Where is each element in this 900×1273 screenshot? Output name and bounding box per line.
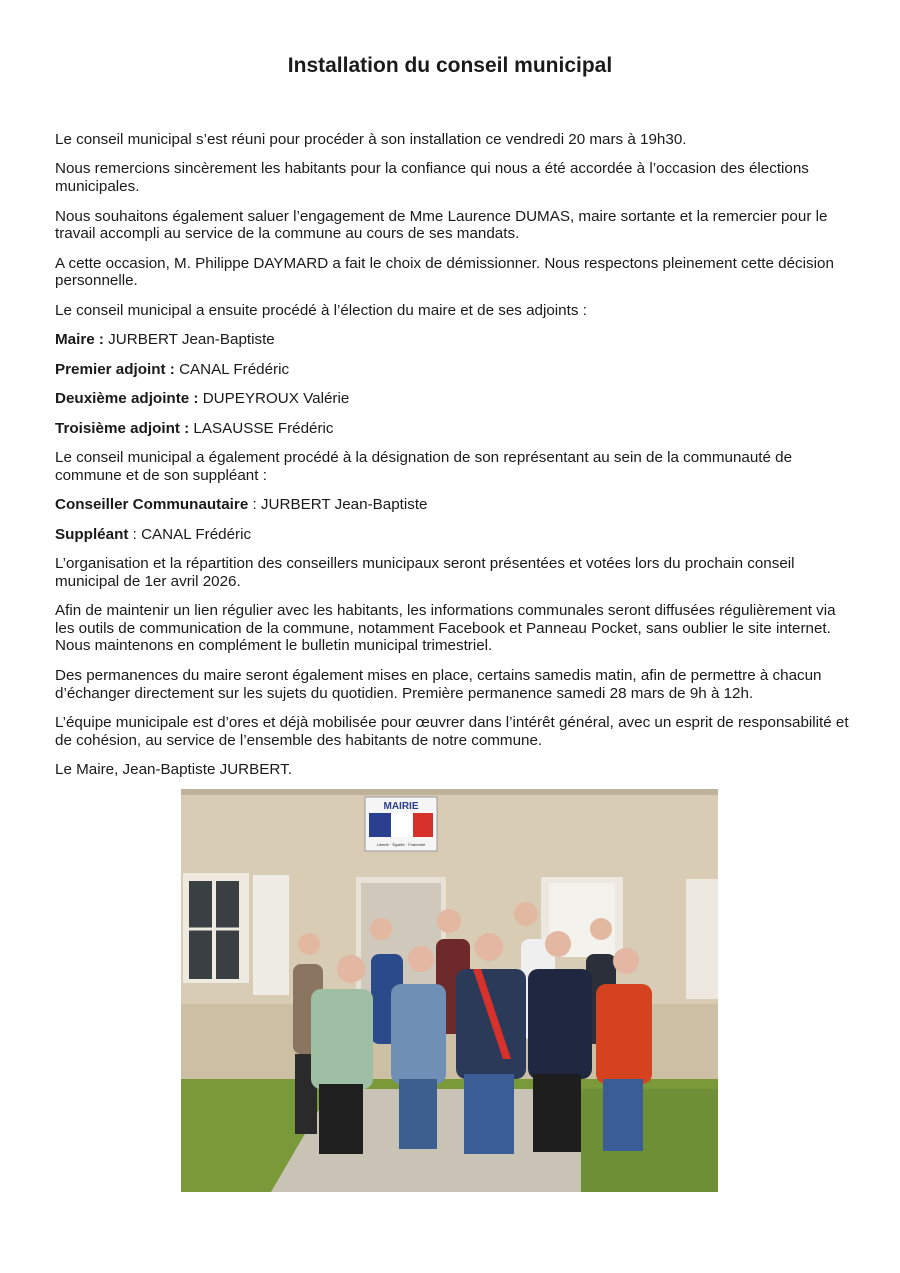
paragraph-installation: Le conseil municipal s’est réuni pour procéder à son installation ce vendredi 20 mars à 19h30. <box>55 131 687 148</box>
role-deuxieme-adjointe <box>55 390 850 408</box>
role-name: DUPEYROUX Valérie <box>198 390 350 408</box>
paragraph-equipe: L’équipe municipale est d’ores et déjà mobilisée pour œuvrer dans l’intérêt général, avec un esprit de responsabilité et de cohésion, au service de l’ensemble des habitants de notre commune. <box>55 714 849 749</box>
paragraph-resignation: A cette occasion, M. Philippe DAYMARD a fait le choix de démissionner. Nous respectons pleinement cette décision personnelle. <box>55 254 834 290</box>
sign-motto: Liberté · Égalité · Fraternité <box>376 842 426 847</box>
role-maire <box>55 331 850 349</box>
role-label: Conseiller Communautaire <box>55 496 249 514</box>
page-title: Installation du conseil municipal <box>287 54 613 77</box>
role-name: CANAL Frédéric <box>174 360 290 378</box>
role-name: LASAUSSE Frédéric <box>189 419 334 437</box>
paragraph-organisation: L’organisation et la répartition des conseillers municipaux seront présentées et votées lors du prochain conseil municipal de 1er avril 2026. <box>55 555 795 590</box>
role-label: Suppléant <box>55 525 129 543</box>
role-label: Deuxième adjointe : <box>55 390 199 408</box>
article-body <box>55 131 850 791</box>
signature: Le Maire, Jean-Baptiste JURBERT. <box>55 761 292 779</box>
role-suppleant <box>55 526 850 544</box>
role-premier-adjoint <box>55 361 850 379</box>
role-name: : CANAL Frédéric <box>128 525 252 543</box>
role-name: : JURBERT Jean-Baptiste <box>248 496 428 514</box>
role-conseiller-communautaire <box>55 496 850 514</box>
paragraph-permanences: Des permanences du maire seront également mises en place, certains samedis matin, afin de permettre à chacun d’échanger directement sur les sujets du quotidien. Première permanence samedi 28 mars de 9h à 12h. <box>55 666 822 702</box>
paragraph-designation: Le conseil municipal a également procédé à la désignation de son représentant au sein de la communauté de commune et de son suppléant : <box>55 449 793 484</box>
paragraph-election-intro: Le conseil municipal a ensuite procédé à l’élection du maire et de ses adjoints : <box>55 301 587 319</box>
role-name: JURBERT Jean-Baptiste <box>103 331 275 349</box>
paragraph-tribute: Nous souhaitons également saluer l’engagement de Mme Laurence DUMAS, maire sortante et la remercier pour le travail accompli au service de la commune au cours de ses mandats. <box>55 207 828 243</box>
mairie-sign <box>365 797 437 851</box>
sign-text: MAIRIE <box>383 801 419 812</box>
paragraph-thanks: Nous remercions sincèrement les habitants pour la confiance qui nous a été accordée à l’occasion des élections municipales. <box>55 160 809 196</box>
role-troisieme-adjoint <box>55 420 850 438</box>
group-photo <box>181 789 718 1192</box>
role-label: Troisième adjoint : <box>55 419 190 437</box>
paragraph-communication: Afin de maintenir un lien régulier avec les habitants, les informations communales seront diffusées régulièrement via les outils de communication de la commune, notamment Facebook et Panneau Pocket, sans oublier le site internet. Nous maintenons en complément le bulletin municipal trimestriel. <box>55 602 836 655</box>
role-label: Maire : <box>55 331 104 349</box>
role-label: Premier adjoint : <box>55 360 175 378</box>
